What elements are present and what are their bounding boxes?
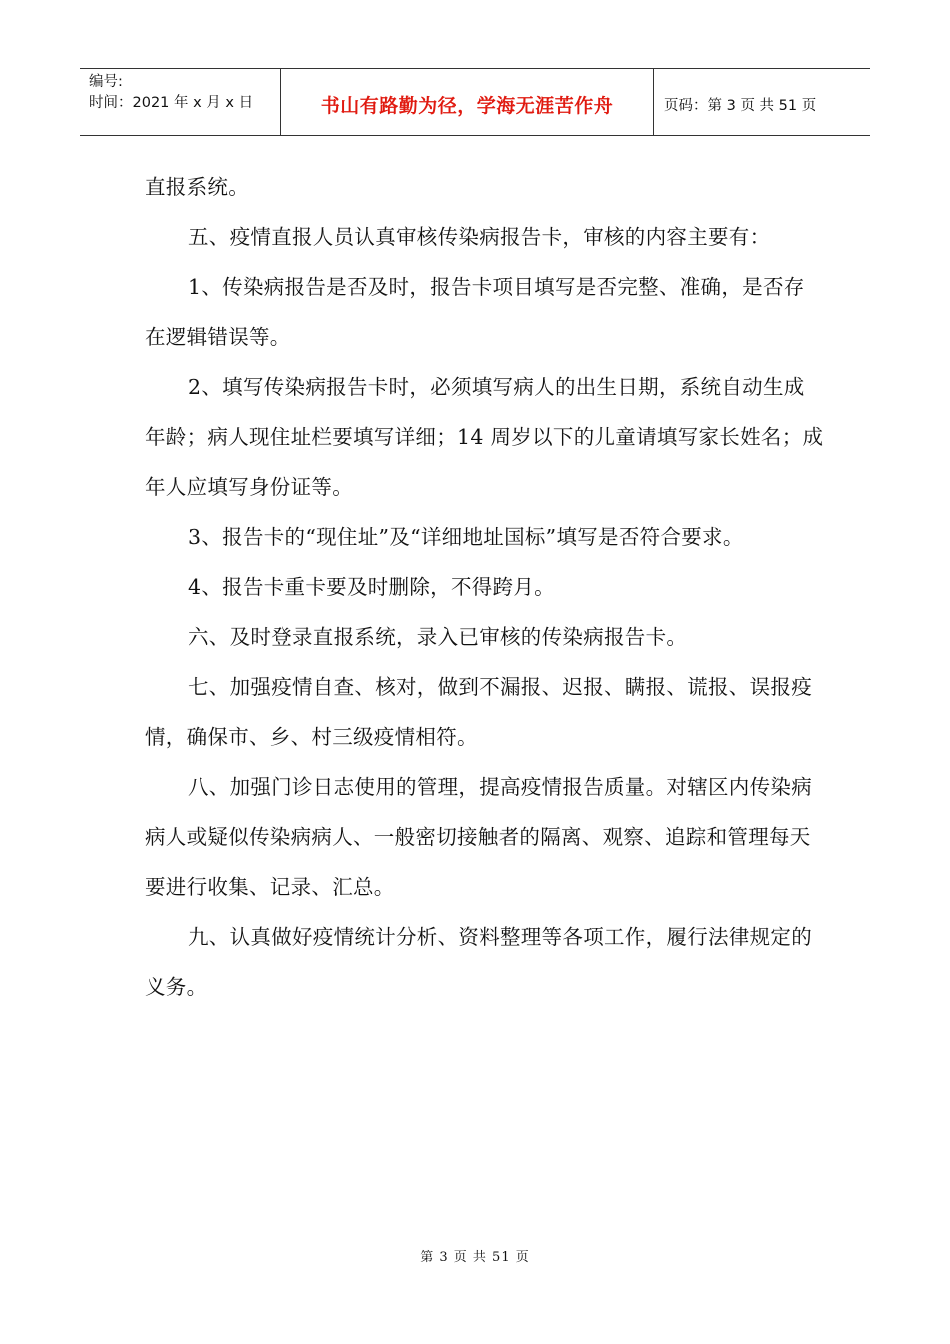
paragraph: 七、加强疫情自查、核对，做到不漏报、迟报、瞒报、谎报、误报疫情，确保市、乡、村三级疫情相符。 bbox=[145, 675, 812, 749]
paragraph: 九、认真做好疫情统计分析、资料整理等各项工作，履行法律规定的义务。 bbox=[145, 925, 812, 999]
paragraph: 五、疫情直报人员认真审核传染病报告卡，审核的内容主要有： bbox=[188, 225, 771, 249]
header-meta bbox=[80, 69, 281, 135]
paragraph: 八、加强门诊日志使用的管理，提高疫情报告质量。对辖区内传染病病人或疑似传染病病人、一般密切接触者的隔离、观察、追踪和管理每天要进行收集、记录、汇总。 bbox=[145, 775, 812, 899]
paragraph: 2、填写传染病报告卡时，必须填写病人的出生日期，系统自动生成年龄；病人现住址栏要填写详细；14 周岁以下的儿童请填写家长姓名；成年人应填写身份证等。 bbox=[145, 375, 824, 499]
document-header bbox=[80, 68, 870, 136]
document-date-label: 时间：2021 年 x 月 x 日 bbox=[89, 95, 254, 111]
paragraph: 4、报告卡重卡要及时删除，不得跨月。 bbox=[188, 575, 555, 599]
paragraph: 直报系统。 bbox=[145, 175, 249, 199]
document-body bbox=[145, 162, 825, 1012]
paragraph: 1、传染病报告是否及时，报告卡项目填写是否完整、准确，是否存在逻辑错误等。 bbox=[145, 275, 805, 349]
paragraph: 3、报告卡的“现住址”及“详细地址国标”填写是否符合要求。 bbox=[188, 525, 744, 549]
header-page-info: 页码：第 3 页 共 51 页 bbox=[664, 97, 817, 114]
paragraph: 六、及时登录直报系统，录入已审核的传染病报告卡。 bbox=[188, 625, 688, 649]
document-number-label: 编号: bbox=[89, 74, 123, 90]
page-footer: 第 3 页 共 51 页 bbox=[420, 1250, 530, 1265]
header-motto: 书山有路勤为径，学海无涯苦作舟 bbox=[281, 69, 654, 135]
